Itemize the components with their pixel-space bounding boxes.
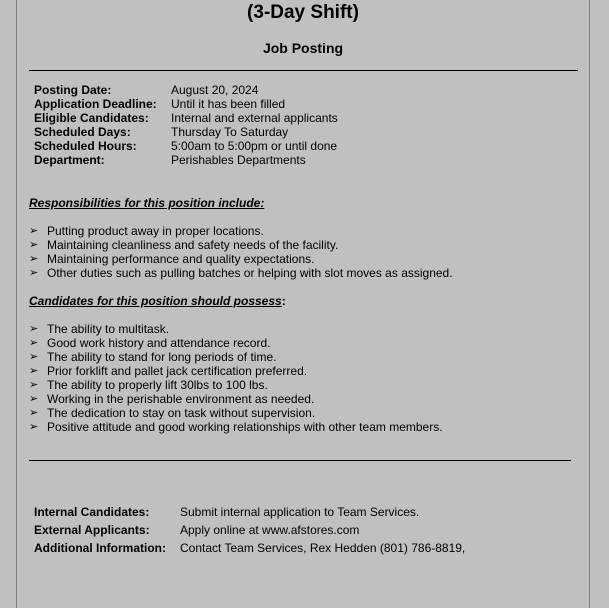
arrow-bullet-icon: ➢: [29, 393, 39, 405]
responsibilities-heading-text: Responsibilities for this position include:: [29, 196, 265, 210]
arrow-bullet-icon: ➢: [29, 351, 39, 363]
list-item: ➢ Other duties such as pulling batches or helping with slot moves as assigned.: [29, 266, 453, 280]
detail-row: [34, 83, 338, 97]
divider-top: [29, 70, 578, 71]
detail-row: [34, 97, 338, 111]
detail-row: [34, 111, 338, 125]
qualifications-heading-colon: :: [281, 294, 286, 308]
detail-value: Internal and external applicants: [171, 111, 338, 125]
detail-label: Scheduled Days:: [34, 125, 131, 139]
qualifications-heading-text: Candidates for this position should possess: [29, 294, 282, 308]
detail-value: Perishables Departments: [171, 153, 306, 167]
contact-info: [34, 503, 465, 557]
detail-label: Eligible Candidates:: [34, 111, 149, 125]
contact-value: Contact Team Services, Rex Hedden (801) 786-8819,: [180, 541, 466, 555]
arrow-bullet-icon: ➢: [29, 379, 39, 391]
list-item: ➢ Putting product away in proper locations.: [29, 224, 264, 238]
contact-value: Submit internal application to Team Services.: [180, 505, 420, 519]
detail-row: [34, 153, 338, 167]
detail-row: [34, 139, 338, 153]
detail-label: Posting Date:: [34, 83, 112, 97]
arrow-bullet-icon: ➢: [29, 407, 39, 419]
qualifications-heading: [29, 294, 286, 308]
list-item: ➢ Good work history and attendance record.: [29, 336, 271, 350]
contact-label: Internal Candidates:: [34, 505, 150, 519]
responsibilities-heading: [29, 196, 264, 210]
detail-value: August 20, 2024: [171, 83, 259, 97]
list-item: ➢ Maintaining performance and quality expectations.: [29, 252, 315, 266]
detail-label: Application Deadline:: [34, 97, 157, 111]
contact-row: [34, 539, 465, 557]
detail-row: [34, 125, 338, 139]
qualifications-list: [29, 322, 443, 434]
list-item: ➢ Working in the perishable environment as needed.: [29, 392, 315, 406]
list-item: ➢ Positive attitude and good working relationships with other team members.: [29, 420, 443, 434]
posting-details: [34, 83, 338, 167]
list-item: ➢ The ability to stand for long periods of time.: [29, 350, 277, 364]
detail-label: Scheduled Hours:: [34, 139, 137, 153]
divider-bottom: [29, 460, 571, 461]
list-item: ➢ The ability to properly lift 30lbs to 100 lbs.: [29, 378, 268, 392]
arrow-bullet-icon: ➢: [29, 253, 39, 265]
contact-row: [34, 521, 465, 539]
arrow-bullet-icon: ➢: [29, 421, 39, 433]
contact-row: [34, 503, 465, 521]
list-item: ➢ Prior forklift and pallet jack certification preferred.: [29, 364, 308, 378]
list-item: ➢ The dedication to stay on task without supervision.: [29, 406, 316, 420]
detail-label: Department:: [34, 153, 105, 167]
arrow-bullet-icon: ➢: [29, 225, 39, 237]
detail-value: 5:00am to 5:00pm or until done: [171, 139, 338, 153]
detail-value: Thursday To Saturday: [171, 125, 289, 139]
arrow-bullet-icon: ➢: [29, 239, 39, 251]
arrow-bullet-icon: ➢: [29, 365, 39, 377]
page-subtitle: Job Posting: [262, 40, 344, 56]
detail-value: Until it has been filled: [171, 97, 286, 111]
contact-label: Additional Information:: [34, 541, 166, 555]
responsibilities-list: [29, 224, 453, 280]
contact-label: External Applicants:: [34, 523, 150, 537]
arrow-bullet-icon: ➢: [29, 337, 39, 349]
page-title: (3-Day Shift): [247, 2, 359, 23]
arrow-bullet-icon: ➢: [29, 267, 39, 279]
arrow-bullet-icon: ➢: [29, 323, 39, 335]
contact-value: Apply online at www.afstores.com: [180, 523, 360, 537]
list-item: ➢ Maintaining cleanliness and safety needs of the facility.: [29, 238, 339, 252]
document-page: [16, 0, 590, 608]
list-item: ➢ The ability to multitask.: [29, 322, 170, 336]
